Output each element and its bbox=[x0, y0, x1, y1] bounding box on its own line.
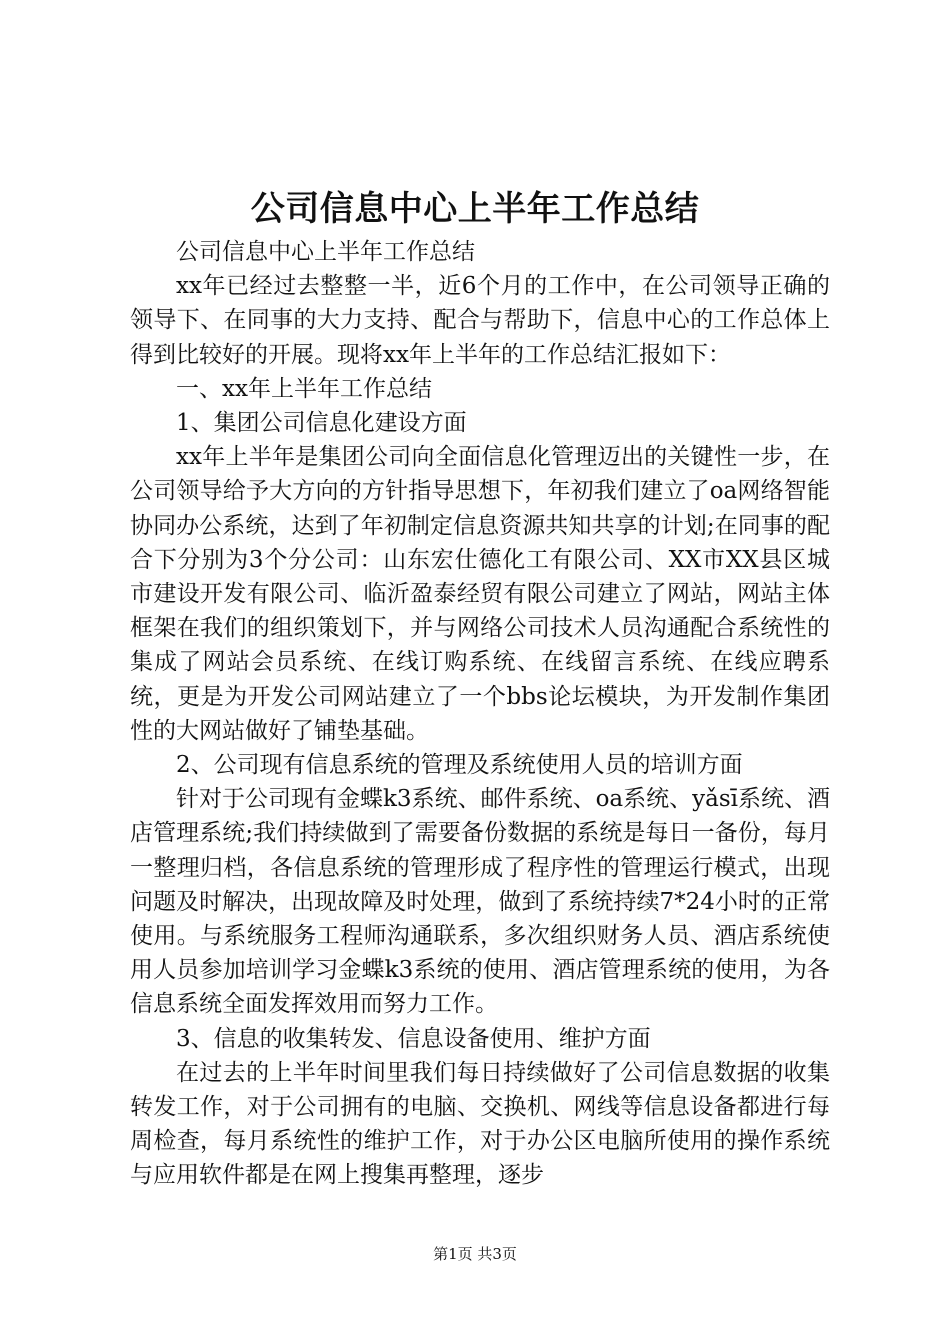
subsection-heading-1: 1、集团公司信息化建设方面 bbox=[176, 410, 467, 437]
paragraph-systems-training: 针对于公司现有金蝶k3系统、邮件系统、oa系统、yǎsī系统、酒店管理系统;我们持续做到了需要备份数据的系统是每日一备份，每月一整理归档，各信息系统的管理形成了程序性的管理运行模式，出现问题及时解决，出现故障及时处理，做到了系统持续7*24小时的正常使用。与系统服务工程师沟通联系，多次组织财务人员、酒店系统使用人员参加培训学习金蝶k3系统的使用、酒店管理系统的使用，为各信息系统全面发挥效用而努力工作。 bbox=[130, 786, 830, 1018]
paragraph-equipment-maintenance: 在过去的上半年时间里我们每日持续做好了公司信息数据的收集转发工作，对于公司拥有的电脑、交换机、网线等信息设备都进行每周检查，每月系统性的维护工作，对于办公区电脑所使用的操作系统与应用软件都是在网上搜集再整理，逐步 bbox=[130, 1059, 830, 1189]
section-heading-summary: 一、xx年上半年工作总结 bbox=[176, 375, 432, 402]
page-number-footer: 第1页 共3页 bbox=[433, 1245, 517, 1263]
subsection-heading-3: 3、信息的收集转发、信息设备使用、维护方面 bbox=[176, 1025, 651, 1052]
paragraph-heading-repeat: 公司信息中心上半年工作总结 bbox=[176, 239, 475, 265]
paragraph-intro: xx年已经过去整整一半，近6个月的工作中，在公司领导正确的领导下、在同事的大力支持、配合与帮助下，信息中心的工作总体上得到比较好的开展。现将xx年上半年的工作总结汇报如下： bbox=[130, 273, 830, 368]
document-body bbox=[130, 235, 830, 1193]
document-title: 公司信息中心上半年工作总结 bbox=[250, 189, 700, 229]
subsection-heading-2: 2、公司现有信息系统的管理及系统使用人员的培训方面 bbox=[176, 752, 743, 779]
paragraph-informatization: xx年上半年是集团公司向全面信息化管理迈出的关键性一步，在公司领导给予大方向的方针指导思想下，年初我们建立了oa网络智能协同办公系统，达到了年初制定信息资源共知共享的计划;在同事的配合下分别为3个分公司：山东宏仕德化工有限公司、XX市XX县区城市建设开发有限公司、临沂盈泰经贸有限公司建立了网站，网站主体框架在我们的组织策划下，并与网络公司技术人员沟通配合系统性的集成了网站会员系统、在线订购系统、在线留言系统、在线应聘系统，更是为开发公司网站建立了一个bbs论坛模块，为开发制作集团性的大网站做好了铺垫基础。 bbox=[130, 444, 830, 744]
